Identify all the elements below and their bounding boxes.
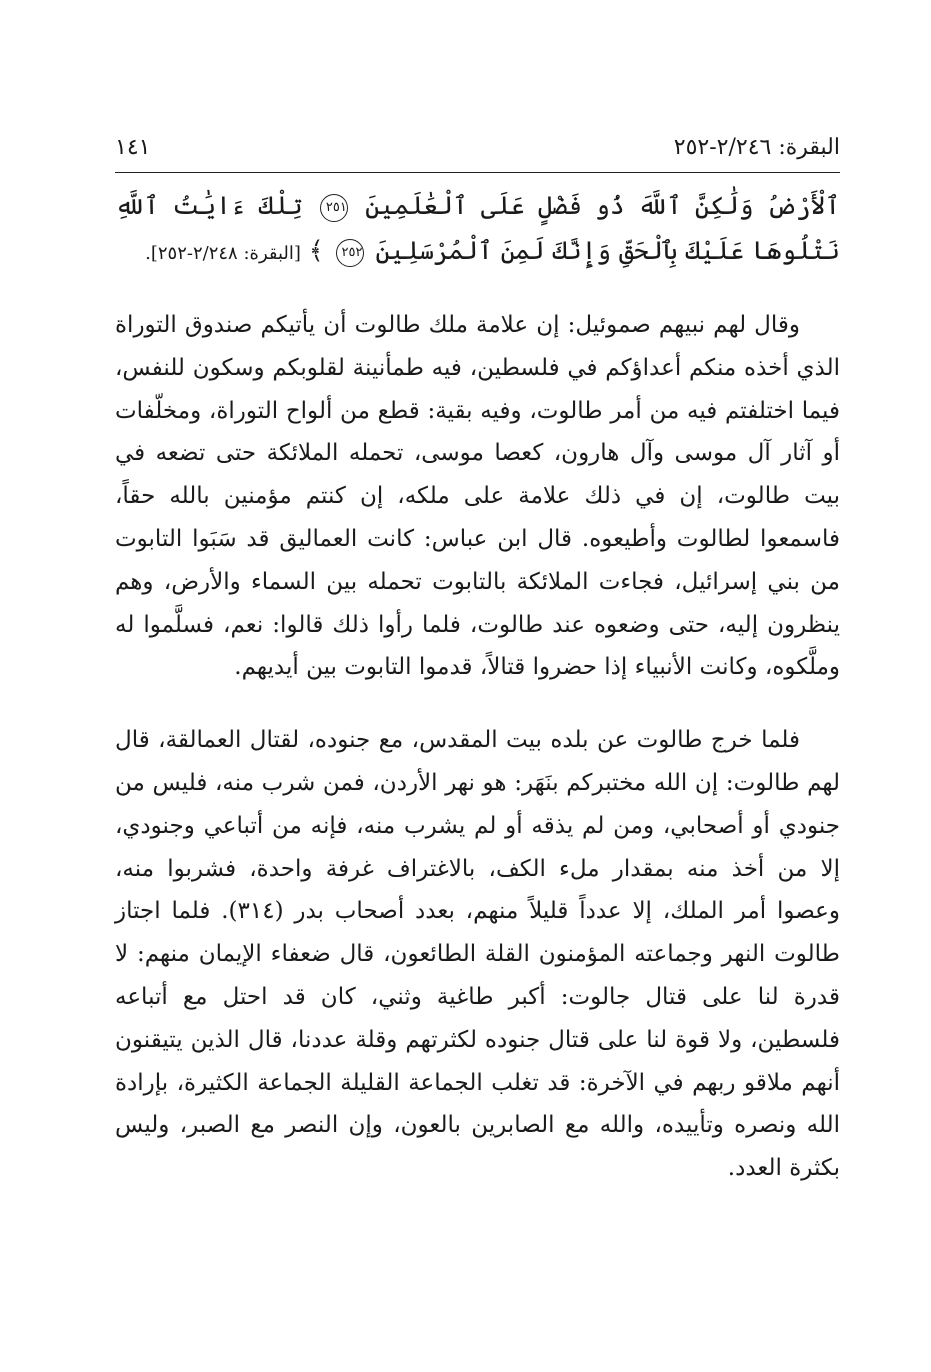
verse-text-1: ٱلْأَرْضُ وَلَٰكِنَّ ٱللَّهَ ذُو فَضْلٍ عَلَى ٱلْعَٰلَمِينَ xyxy=(365,191,840,220)
paragraph xyxy=(115,304,840,689)
page xyxy=(115,128,840,1190)
paragraph-text: فلما خرج طالوت عن بلده بيت المقدس، مع جنوده، لقتال العمالقة، قال لهم طالوت: إن الله مختبركم بنَهَر: هو نهر الأردن، فمن شرب منه، فليس من جنودي أو أصحابي، ومن لم يذقه أو لم يشرب منه، فإنه من أتباعي وجنودي، إلا من أخذ منه بمقدار ملء الكف، بالاغتراف غرفة واحدة، فشربوا منه، وعصوا أمر الملك، إلا عدداً قليلاً منهم، بعدد أصحاب بدر (٣١٤). فلما اجتاز طالوت النهر وجماعته المؤمنون القلة الطائعون، قال ضعفاء الإيمان منهم: لا قدرة لنا على قتال جالوت: أكبر طاغية وثني، كان قد احتل مع أتباعه فلسطين، ولا قوة لنا على قتال جنوده لكثرتهم وقلة عددنا، قال الذين يتيقنون أنهم ملاقو ربهم في الآخرة: قد تغلب الجماعة القليلة الجماعة الكثيرة، بإرادة الله ونصره وتأييده، والله مع الصابرين بالعون، وإن النصر مع الصبر، وليس بكثرة العدد. xyxy=(115,727,840,1182)
quran-verse xyxy=(115,183,840,276)
running-header-section: البقرة: ٢/٢٤٦-٢٥٢ xyxy=(673,135,840,160)
verse-closing-bracket: ﴾ xyxy=(308,236,324,265)
verse-text-2: تِلْكَ ءَايَٰتُ ٱللَّهِ نَتْلُوهَا عَلَيْكَ بِٱلْحَقِّ وَإِنَّكَ لَمِنَ ٱلْمُرْسَلِينَ xyxy=(115,191,840,265)
header-rule xyxy=(115,172,840,173)
verse-reference: [البقرة: ٢/٢٤٨-٢٥٢]. xyxy=(145,243,301,264)
page-number: ١٤١ xyxy=(115,135,151,160)
paragraph-text: وقال لهم نبيهم صموئيل: إن علامة ملك طالوت أن يأتيكم صندوق التوراة الذي أخذه منكم أعداؤكم في فلسطين، فيه طمأنينة لقلوبكم وسكون للنفس، فيما اختلفتم فيه من أمر طالوت، وفيه بقية: قطع من ألواح التوراة، ومخلّفات أو آثار آل موسى وآل هارون، كعصا موسى، تحمله الملائكة حتى تضعه في بيت طالوت، إن في ذلك علامة على ملكه، إن كنتم مؤمنين بالله حقاً، فاسمعوا لطالوت وأطيعوه. قال ابن عباس: كانت العماليق قد سَبَوا التابوت من بني إسرائيل، فجاءت الملائكة بالتابوت تحمله بين السماء والأرض، وهم ينظرون إليه، حتى وضعوه عند طالوت، فلما رأوا ذلك قالوا: نعم، فسلَّموا له وملَّكوه، وكانت الأنبياء إذا حضروا قتالاً، قدموا التابوت بين أيديهم. xyxy=(115,312,840,681)
page-header xyxy=(115,128,840,168)
ayah-number-marker: ٢٥١ xyxy=(320,194,348,222)
ayah-number-marker: ٢٥٢ xyxy=(336,239,364,267)
paragraph xyxy=(115,719,840,1190)
